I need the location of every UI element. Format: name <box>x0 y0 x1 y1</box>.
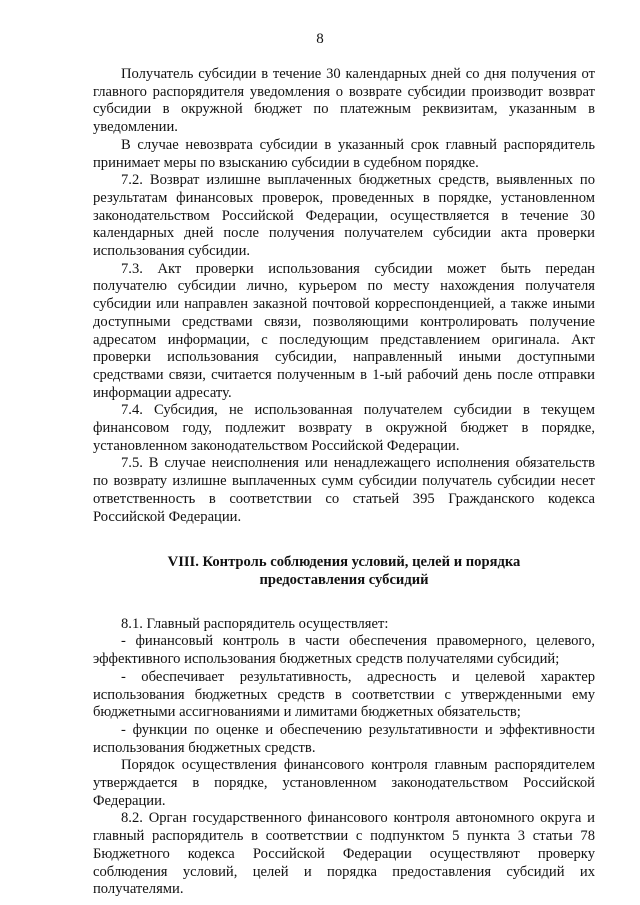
page-number: 8 <box>316 31 324 47</box>
paragraph: Порядок осуществления финансового контроля главным распорядителем утверждается в порядке, установленном законодательством Российской Федерации. <box>93 757 595 809</box>
paragraph: 7.4. Субсидия, не использованная получателем субсидии в текущем финансовом году, подлежит возврату в окружной бюджет в порядке, установленном законодательством Российской Федерации. <box>93 402 595 454</box>
list-item: - функции по оценке и обеспечению результативности и эффективности использования бюджетных средств. <box>93 721 595 756</box>
document-body <box>93 66 595 899</box>
section-title-line-1: VIII. Контроль соблюдения условий, целей и порядка <box>167 554 521 571</box>
section-title-line-2: предоставления субсидий <box>259 571 429 588</box>
paragraph: 8.1. Главный распорядитель осуществляет: <box>121 615 389 632</box>
paragraph: Получатель субсидии в течение 30 календарных дней со дня получения от главного распорядителя уведомления о возврате субсидии производит возврат субсидии в окружной бюджет по платежным реквизитам, указанным в уведомлении. <box>93 66 595 136</box>
list-item: - обеспечивает результативность, адресность и целевой характер использования бюджетных средств в соответствии с утвержденными ему бюджетными ассигнованиями и лимитами бюджетных обязательств; <box>93 668 595 721</box>
paragraph: В случае невозврата субсидии в указанный срок главный распорядитель принимает меры по взысканию субсидии в судебном порядке. <box>93 136 595 171</box>
section-title <box>93 554 595 589</box>
paragraph: 7.3. Акт проверки использования субсидии может быть передан получателю субсидии лично, курьером по месту нахождения получателя субсидии или направлен заказной почтовой корреспонденцией, а также иными доступными средствами связи, позволяющими контролировать получение адресатом информации, с последующим представлением оригинала. Акт проверки использования субсидии, направленный иными доступными средствами связи, считается полученным в 1-ый рабочий день после отправки информации адресату. <box>93 260 595 401</box>
paragraph: 7.2. Возврат излишне выплаченных бюджетных средств, выявленных по результатам финансовых проверок, проведенных в порядке, установленном законодательством Российской Федерации, осуществляется в течение 30 календарных дней после получения получателем субсидии акта проверки использования субсидии. <box>93 172 595 260</box>
paragraph: 7.5. В случае неисполнения или ненадлежащего исполнения обязательств по возврату излишне выплаченных сумм субсидии получатель субсидии несет ответственность в соответствии со статьей 395 Гражданского кодекса Российской Федерации. <box>93 455 595 525</box>
paragraph: 8.2. Орган государственного финансового контроля автономного округа и главный распорядитель в соответствии с подпунктом 5 пункта 3 статьи 78 Бюджетного кодекса Российской Федерации осуществляют проверку соблюдения условий, целей и порядка предоставления субсидий их получателями. <box>93 810 595 898</box>
list-item: - финансовый контроль в части обеспечения правомерного, целевого, эффективного использования бюджетных средств получателями субсидий; <box>93 633 595 668</box>
